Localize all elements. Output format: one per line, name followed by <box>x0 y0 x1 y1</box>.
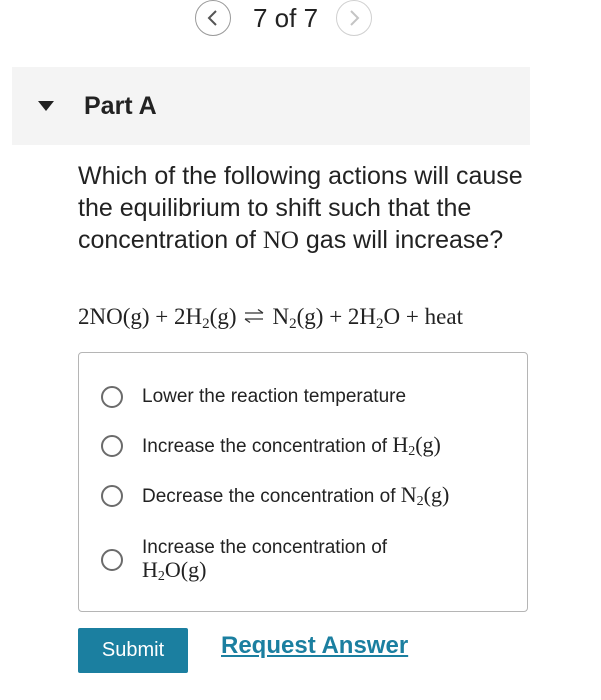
choice-formula <box>142 557 206 582</box>
reaction-equation <box>78 304 588 330</box>
formula-sub: 2 <box>157 569 165 584</box>
eq-plus: + <box>155 304 169 329</box>
eq-p1-base: N <box>272 304 290 329</box>
caret-down-icon <box>38 101 54 111</box>
eq-product-1 <box>272 304 324 332</box>
question-after: gas will increase? <box>298 226 504 254</box>
eq-r2-sub: 2 <box>202 316 210 332</box>
eq-p2-sub: 2 <box>376 316 384 332</box>
next-button[interactable] <box>336 0 372 36</box>
equilibrium-arrow-icon <box>244 309 264 323</box>
previous-button[interactable] <box>195 0 231 36</box>
radio-button[interactable] <box>101 435 123 457</box>
choice-label <box>142 484 449 508</box>
part-header[interactable] <box>12 67 530 145</box>
question-before: Which of the following actions will cause the equilibrium to shift such that the concentration of <box>78 162 523 254</box>
eq-r2-state: (g) <box>209 304 237 329</box>
radio-button[interactable] <box>101 485 123 507</box>
formula-state: O(g) <box>164 557 207 582</box>
eq-reactant-1: 2NO(g) <box>78 304 150 329</box>
eq-p2-tail: O <box>383 304 401 329</box>
question-species: NO <box>262 227 299 254</box>
choice-label <box>142 537 387 583</box>
formula-state: (g) <box>423 482 450 507</box>
pager-label: 7 of 7 <box>253 2 319 33</box>
radio-button[interactable] <box>101 386 123 408</box>
formula-base: N <box>400 482 417 507</box>
choice-label <box>142 434 441 458</box>
choice-text: Lower the reaction temperature <box>142 386 407 407</box>
choice-formula <box>392 432 441 457</box>
pager <box>195 0 372 36</box>
formula-base: H <box>392 432 409 457</box>
formula-sub: 2 <box>408 444 416 459</box>
choice-3[interactable] <box>101 484 449 508</box>
eq-product-2 <box>347 304 401 332</box>
choice-text: Increase the concentration of <box>142 436 393 457</box>
choice-text: Increase the concentration of <box>142 537 388 558</box>
eq-plus: + <box>405 304 419 329</box>
radio-button[interactable] <box>101 549 123 571</box>
eq-p1-state: (g) <box>296 304 324 329</box>
question-text <box>78 160 528 257</box>
request-answer-link[interactable]: Request Answer <box>221 632 409 659</box>
formula-base: H <box>142 557 158 582</box>
eq-plus: + <box>329 304 343 329</box>
formula-sub: 2 <box>416 494 424 509</box>
choice-formula <box>401 482 450 507</box>
choice-1[interactable] <box>101 386 406 408</box>
choice-label <box>142 386 406 408</box>
choice-2[interactable] <box>101 434 441 458</box>
eq-p2-base: 2H <box>347 304 377 329</box>
eq-reactant-2 <box>174 304 237 332</box>
chevron-right-icon <box>347 9 361 27</box>
formula-state: (g) <box>415 432 441 457</box>
part-title: Part A <box>84 91 157 120</box>
submit-button[interactable]: Submit <box>78 628 188 673</box>
chevron-left-icon <box>206 9 220 27</box>
answer-choices <box>78 352 528 612</box>
eq-r2-base: 2H <box>174 304 203 329</box>
choice-text: Decrease the concentration of <box>142 486 401 507</box>
choice-4[interactable] <box>101 537 387 583</box>
eq-p1-sub: 2 <box>289 316 297 332</box>
eq-heat: heat <box>424 304 463 329</box>
